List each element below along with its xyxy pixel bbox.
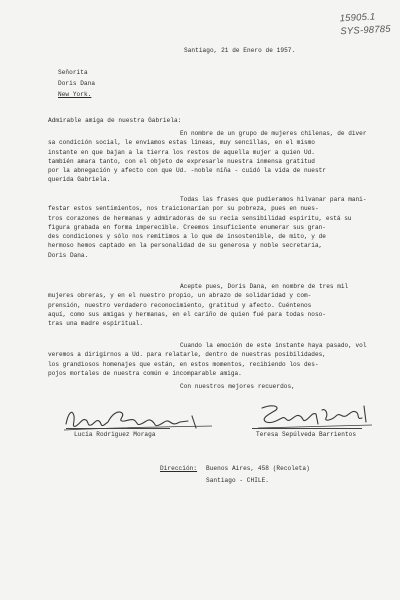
paragraph-line: mujeres obreras, y en el nuestro propio, un abrazo de solidaridad y com- bbox=[48, 292, 312, 300]
signatory-2-name: Teresa Sepúlveda Barrientos bbox=[256, 431, 357, 438]
archive-reference-1: 15905.1 bbox=[339, 11, 376, 25]
paragraph-line: Doris Dana. bbox=[48, 251, 89, 259]
salutation: Admirable amiga de nuestra Gabriela: bbox=[48, 117, 182, 124]
paragraph-line: Cuando la emoción de este instante haya pasado, vol bbox=[180, 342, 367, 349]
paragraph-line: sa condición social, le enviamos estas líneas, muy sencillas, en el mismo bbox=[48, 139, 315, 147]
recipient-title: Señorita bbox=[58, 69, 88, 76]
paragraph-line: Todas las frases que pudieramos hilvanar para mani- bbox=[180, 196, 367, 203]
paragraph-line: pojos mortales de nuestra común e incomparable amiga. bbox=[48, 369, 242, 377]
address-label: Dirección: bbox=[160, 465, 198, 472]
signature-line-1 bbox=[66, 428, 170, 429]
paragraph-line: tros corazones de hermanas y admiradoras de su recia sensibilidad espíritu, está su bbox=[48, 214, 352, 222]
closing-line: Con nuestros mejores recuerdos, bbox=[180, 383, 295, 390]
paragraph-1 bbox=[48, 129, 367, 185]
paragraph-line: prensión, nuestro verdadero reconocimiento, gratitud y afecto. Cuéntenos bbox=[48, 301, 312, 309]
paragraph-line: instante en que bajan a la tierra los restos de aquella mujer a quien Ud. bbox=[48, 148, 315, 156]
paragraph-line: figura grabada en forma imperecible. Creemos insuficiente enumerar sus gran- bbox=[48, 223, 326, 231]
paragraph-4 bbox=[48, 341, 367, 378]
address-line-2: Santiago - CHILE. bbox=[206, 477, 270, 484]
paragraph-line: tras una madre espiritual. bbox=[48, 320, 144, 328]
paragraph-line: hermoso hemos captado en la personalidad de su generosa y noble secretaria, bbox=[48, 242, 323, 250]
paragraph-line: festar estos sentimientos, nos traicionarían por su pobreza, pues en nues- bbox=[48, 205, 319, 213]
archive-reference bbox=[339, 10, 391, 39]
paragraph-line: des condiciones y sólo nos remitimos a lo que de insostenible, de mito, y de bbox=[48, 233, 326, 241]
paragraph-line: también amara tanto, con el objeto de expresarle nuestra inmensa gratitud bbox=[48, 157, 315, 165]
signatory-1-name: Lucía Rodriguez Moraga bbox=[74, 431, 156, 438]
paragraph-2 bbox=[48, 195, 367, 260]
paragraph-line: Acepte pues, Doris Dana, en nombre de tres mil bbox=[180, 283, 349, 290]
paragraph-line: veremos a dirigirnos a Ud. para relatarle, dentro de nuestras posibilidades, bbox=[48, 351, 326, 359]
paragraph-line: por la abnegación y afecto con que Ud. -noble niña - cuidó la vida de nuestr bbox=[48, 167, 326, 175]
date-line: Santiago, 21 de Enero de 1957. bbox=[184, 47, 296, 54]
recipient-city: New York. bbox=[58, 91, 92, 98]
address-line-1: Buenos Aires, 458 (Recoleta) bbox=[206, 465, 310, 472]
signature-line-2 bbox=[252, 428, 362, 429]
paragraph-line: querida Gabriela. bbox=[48, 176, 111, 184]
archive-reference-2: SYS-98785 bbox=[340, 23, 391, 38]
paragraph-line: En nombre de un grupo de mujeres chilenas, de diver bbox=[180, 130, 367, 137]
recipient-name: Doris Dana bbox=[58, 80, 96, 87]
paragraph-line: aquí, como sus amigas y hermanas, en el cariño de quien fué para todas noso- bbox=[48, 310, 326, 318]
paragraph-line: los grandiosos homenajes que están, en estos momentos, recibiendo los des- bbox=[48, 360, 319, 368]
paragraph-3 bbox=[48, 282, 358, 328]
